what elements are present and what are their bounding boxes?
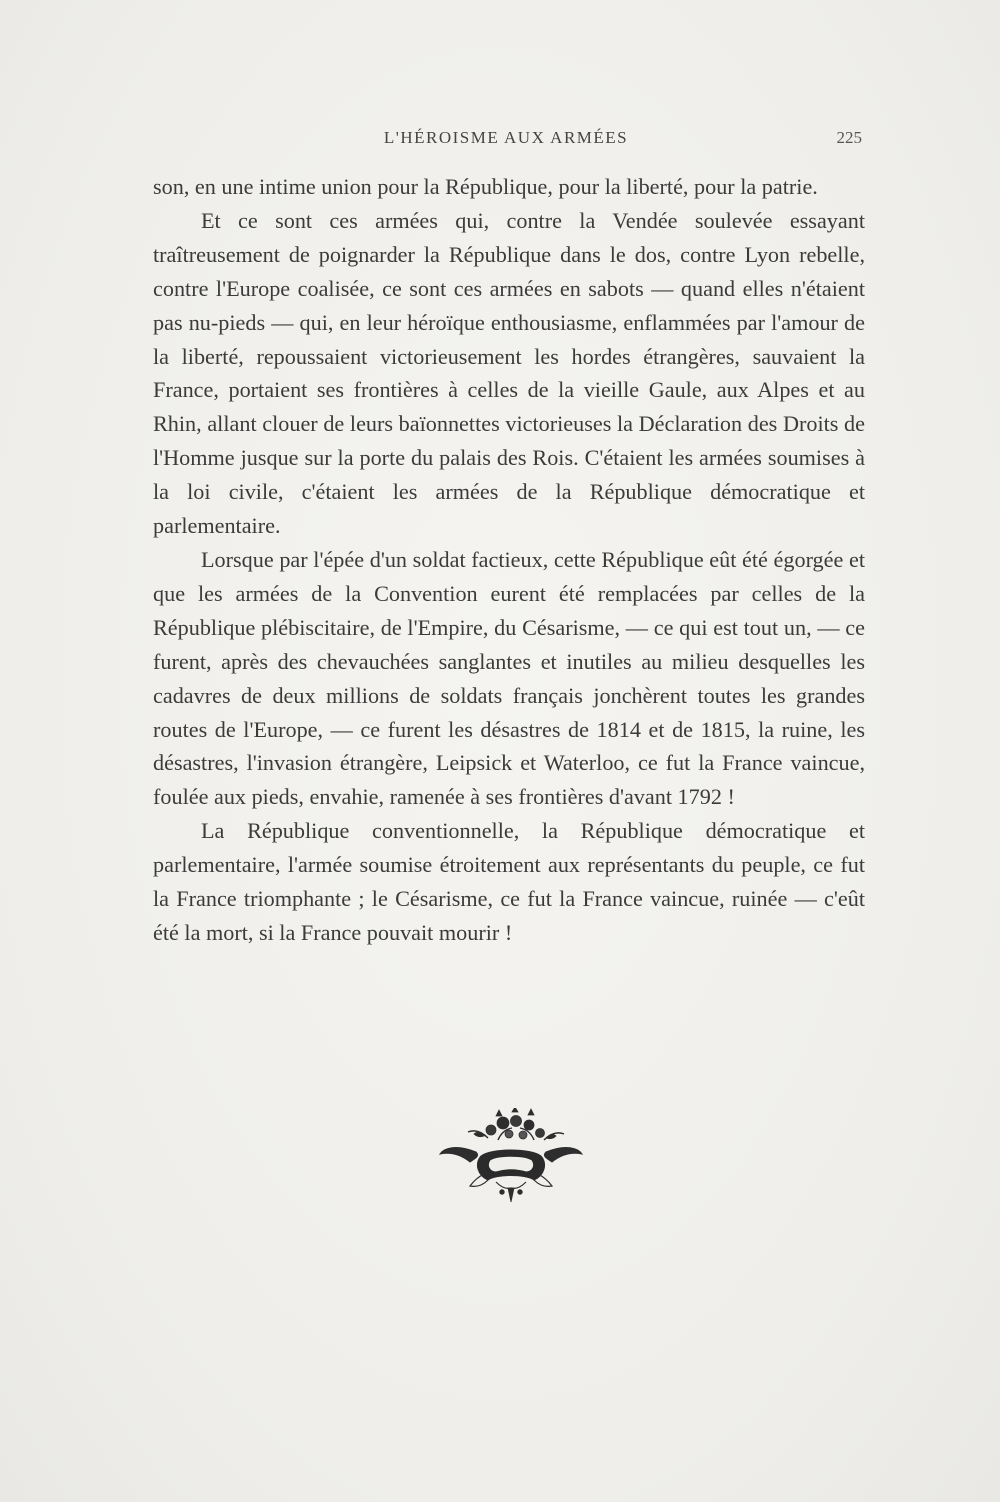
running-title: L'HÉROISME AUX ARMÉES <box>383 128 629 147</box>
page-number: 225 <box>836 128 862 147</box>
floral-tailpiece-ornament-icon <box>436 1108 586 1208</box>
paragraph: Et ce sont ces armées qui, contre la Vendée soulevée essayant traîtreusement de poignarder la République dans le dos, contre Lyon rebelle, contre l'Europe coalisée, ce sont ces armées en sabots — quand elles n'étaient pas nu-pieds — qui, en leur héroïque enthousiasme, enflammées par l'amour de la liberté, repoussaient victorieusement les hordes étrangères, sauvaient la France, portaient ses frontières à celles de la vieille Gaule, aux Alpes et au Rhin, allant clouer de leurs baïonnettes victorieuses la Déclaration des Droits de l'Homme jusque sur la porte du palais des Rois. C'étaient les armées soumises à la loi civile, c'étaient les armées de la République démocratique et parlementaire. <box>153 207 865 539</box>
running-head <box>150 128 862 152</box>
paragraph: Lorsque par l'épée d'un soldat factieux, cette République eût été égorgée et que les armées de la Convention eurent été remplacées par celles de la République plébiscitaire, de l'Empire, du Césarisme, — ce qui est tout un, — ce furent, après des chevauchées sanglantes et inutiles au milieu desquelles les cadavres de deux millions de soldats français jonchèrent toutes les grandes routes de l'Europe, — ce furent les désastres de 1814 et de 1815, la ruine, les désastres, l'invasion étrangère, Leipsick et Waterloo, ce fut la France vaincue, foulée aux pieds, envahie, ramenée à ses frontières d'avant 1792 ! <box>153 546 865 810</box>
body-text <box>153 170 865 950</box>
paragraph: La République conventionnelle, la République démocratique et parlementaire, l'armée soumise étroitement aux représentants du peuple, ce fut la France triomphante ; le Césarisme, ce fut la France vaincue, ruinée — c'eût été la mort, si la France pouvait mourir ! <box>153 818 865 945</box>
paragraph-continuation: son, en une intime union pour la République, pour la liberté, pour la patrie. <box>153 174 818 199</box>
